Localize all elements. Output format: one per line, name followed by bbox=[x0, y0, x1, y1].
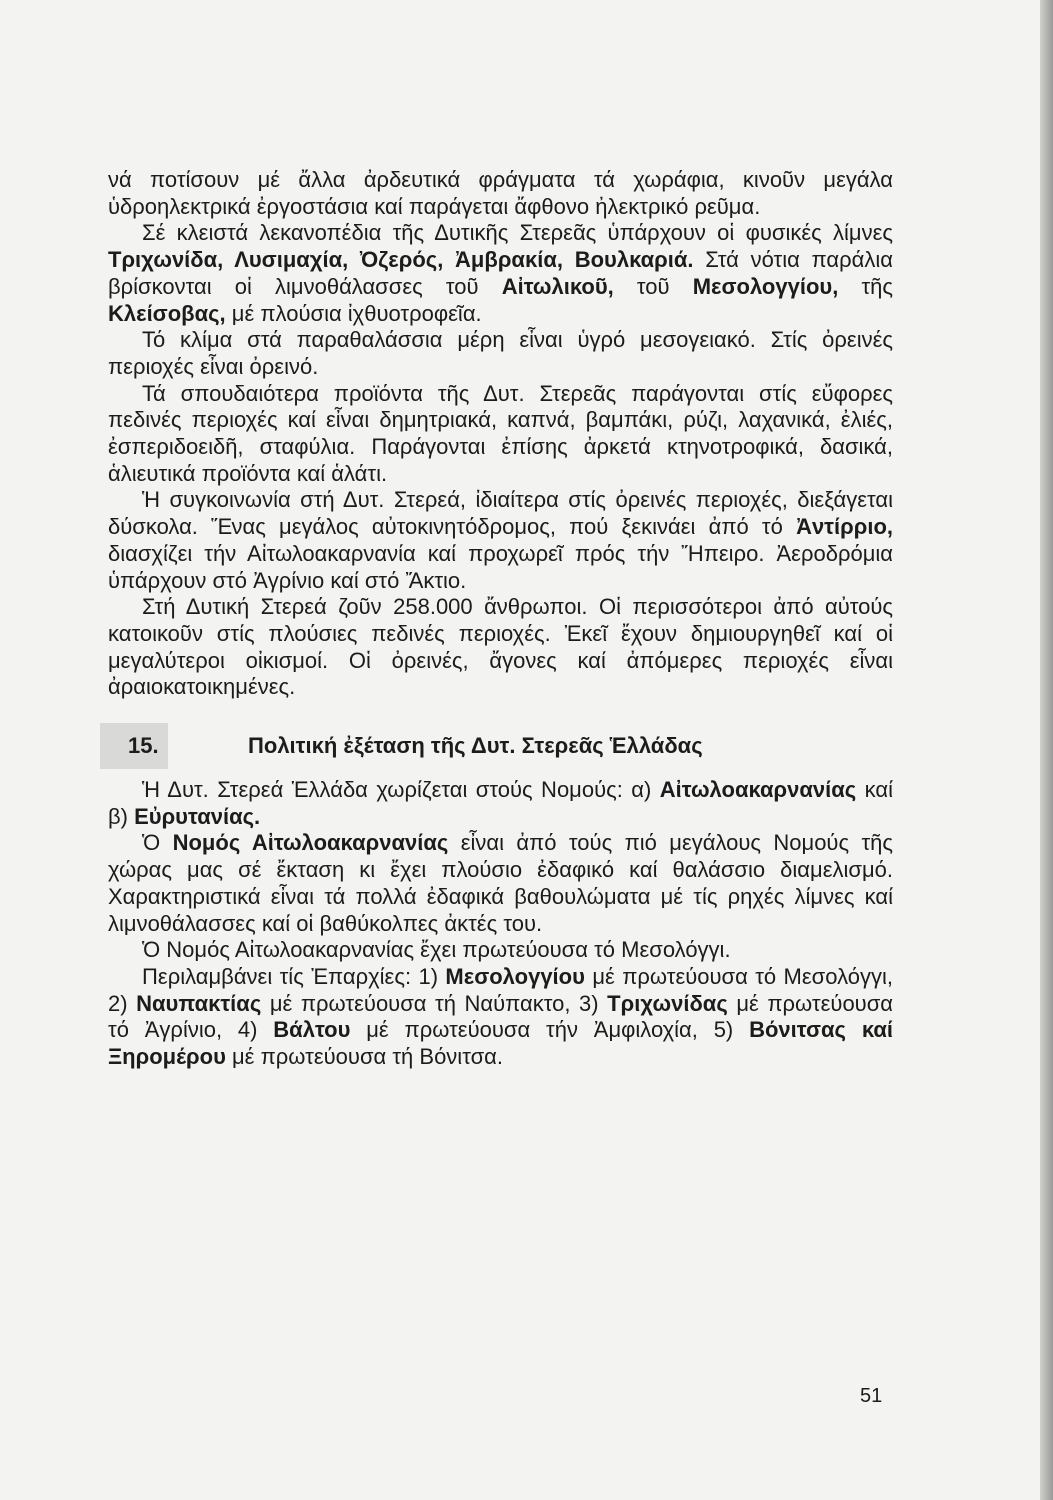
paragraph bbox=[108, 167, 893, 220]
paragraphs-bottom bbox=[108, 777, 893, 1071]
text-run: Περιλαμβάνει τίς Ἐπαρχίες: 1) bbox=[142, 963, 446, 989]
section-number: 15. bbox=[128, 732, 159, 758]
bold-term: Βόνιτσας καί Ξηρομέρου bbox=[108, 1017, 893, 1070]
paragraphs-top bbox=[108, 167, 893, 701]
paragraph bbox=[108, 487, 893, 594]
page-edge bbox=[1040, 0, 1053, 1500]
text-run: Στά νότια παράλια βρίσκονται οἱ λιμνοθάλασσες τοῦ bbox=[108, 247, 893, 299]
text-run: Ὁ bbox=[142, 830, 173, 856]
page-number: 51 bbox=[860, 1385, 883, 1407]
text-run: Σέ κλειστά λεκανοπέδια τῆς Δυτικῆς Στερεᾶς ὑπάρχουν οἱ φυσικές λίμνες bbox=[142, 220, 893, 246]
bold-term: Ἀντίρριο, bbox=[796, 514, 893, 540]
text-run: μέ πρωτεύουσα τήν Ἀμφιλοχία, 5) bbox=[350, 1017, 750, 1043]
bold-term: Τριχωνίδα, Λυσιμαχία, Ὀζερός, Ἀμβρακία, Βουλκαριά. bbox=[108, 247, 694, 273]
text-run: Ὁ Νομός Αἰτωλοακαρνανίας ἔχει πρωτεύουσα τό Μεσολόγγι. bbox=[142, 937, 731, 963]
text-run: Ἡ συγκοινωνία στή Δυτ. Στερεά, ἰδιαίτερα στίς ὀρεινές περιοχές, διεξάγεται δύσκολα. Ἕνας μεγάλος αὐτοκινητόδρομος, πού ξεκινάει ἀπό τό bbox=[108, 487, 893, 540]
bold-term: Μεσολογγίου bbox=[445, 963, 585, 989]
paragraph bbox=[108, 830, 893, 937]
bold-term: Αἰτωλοακαρνανίας bbox=[659, 777, 857, 803]
text-run: τῆς bbox=[838, 273, 893, 299]
paragraph bbox=[108, 327, 893, 380]
paragraph bbox=[108, 964, 893, 1071]
text-run: καί β) bbox=[108, 777, 893, 829]
text-run: Στή Δυτική Στερεά ζοῦν 258.000 ἄνθρωποι. Οἱ περισσότεροι ἀπό αὐτούς κατοικοῦν στίς πλούσιες πεδινές περιοχές. Ἐκεῖ ἔχουν δημιουργηθεῖ καί οἱ μεγαλύτεροι οἰκισμοί. Οἱ ὀρεινές, ἄγονες καί ἀπόμερες περιοχές εἶναι ἀραιοκατοικημένες. bbox=[108, 594, 893, 700]
text-run: τοῦ bbox=[613, 273, 693, 299]
bold-term: Νομός Αἰτωλοακαρνανίας bbox=[172, 830, 449, 856]
paragraph bbox=[108, 777, 893, 830]
text-run: μέ πλούσια ἰχθυοτροφεῖα. bbox=[225, 300, 482, 326]
bold-term: Εὐρυτανίας. bbox=[134, 803, 261, 829]
text-run: Τό κλίμα στά παραθαλάσσια μέρη εἶναι ὑγρό μεσογειακό. Στίς ὀρεινές περιοχές εἶναι ὀρεινό. bbox=[108, 327, 893, 379]
paragraph bbox=[108, 381, 893, 488]
bold-term: Αἰτωλικοῦ, bbox=[501, 273, 614, 299]
text-run: μέ πρωτεύουσα τό Ἀγρίνιο, 4) bbox=[108, 990, 894, 1043]
text-run: διασχίζει τήν Αἰτωλοακαρνανία καί προχωρεῖ πρός τήν Ἤπειρο. Ἀεροδρόμια ὑπάρχουν στό Ἀγρίνιο καί στό Ἄκτιο. bbox=[108, 540, 893, 593]
text-run: μέ πρωτεύουσα τό Μεσολόγγι, 2) bbox=[108, 963, 893, 1016]
text-run: μέ πρωτεύουσα τή Ναύπακτο, 3) bbox=[261, 990, 608, 1016]
paragraph bbox=[108, 937, 893, 964]
section-title: Πολιτική ἐξέταση τῆς Δυτ. Στερεᾶς Ἑλλάδας bbox=[248, 732, 703, 758]
bold-term: Βάλτου bbox=[273, 1017, 351, 1043]
text-run: Τά σπουδαιότερα προϊόντα τῆς Δυτ. Στερεᾶς παράγονται στίς εὔφορες πεδινές περιοχές καί εἶναι δημητριακά, καπνά, βαμπάκι, ρύζι, λαχανικά, ἐλιές, ἐσπεριδοειδῆ, σταφύλια. Παράγονται ἐπίσης ἀρκετά κτηνοτροφικά, δασικά, ἁλιευτικά προϊόντα καί ἁλάτι. bbox=[108, 380, 893, 486]
bold-term: Ναυπακτίας bbox=[136, 990, 262, 1016]
paragraph bbox=[108, 594, 893, 701]
text-run: Ἡ Δυτ. Στερεά Ἑλλάδα χωρίζεται στούς Νομούς: α) bbox=[142, 777, 660, 803]
section-heading bbox=[100, 723, 893, 769]
text-run: εἶναι ἀπό τούς πιό μεγάλους Νομούς τῆς χώρας μας σέ ἔκταση κι ἔχει πλούσιο ἐδαφικό καί θαλάσσιο διαμελισμό. Χαρακτηριστικά εἶναι τά πολλά ἐδαφικά βαθουλώματα μέ τίς ρηχές λίμνες καί λιμνοθάλασσες καί οἱ βαθύκολπες ἀκτές του. bbox=[108, 830, 893, 936]
page-body bbox=[108, 167, 893, 1071]
text-run: μέ πρωτεύουσα τή Βόνιτσα. bbox=[225, 1044, 503, 1070]
paragraph bbox=[108, 220, 893, 327]
bold-term: Τριχωνίδας bbox=[607, 990, 728, 1016]
bold-term: Μεσολογγίου, bbox=[692, 273, 839, 299]
bold-term: Κλείσοβας, bbox=[108, 300, 226, 326]
text-run: νά ποτίσουν μέ ἄλλα ἀρδευτικά φράγματα τά χωράφια, κινοῦν μεγάλα ὑδροηλεκτρικά ἐργοστάσια καί παράγεται ἄφθονο ἠλεκτρικό ρεῦμα. bbox=[108, 167, 893, 219]
